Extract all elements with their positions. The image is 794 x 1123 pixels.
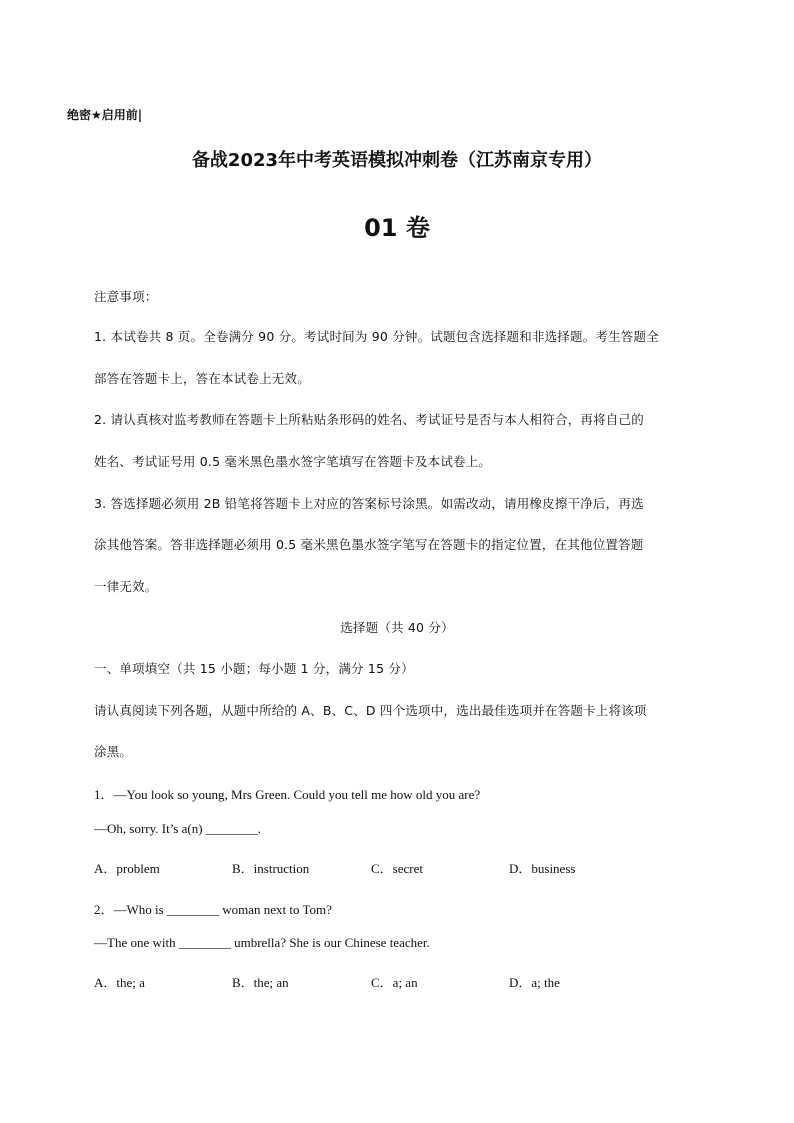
option-c: C．secret xyxy=(371,861,423,876)
option-d: D．business xyxy=(509,861,576,876)
option-b: B．the; an xyxy=(232,975,289,990)
note-line: 涂其他答案。答非选择题必须用 0.5 毫米黑色墨水签字笔写在答题卡的指定位置，在其他位置答题 xyxy=(94,537,644,552)
note-line: 姓名、考试证号用 0.5 毫米黑色墨水签字笔填写在答题卡及本试卷上。 xyxy=(94,454,492,469)
option-a: A．problem xyxy=(94,861,160,876)
note-line: 2. 请认真核对监考教师在答题卡上所粘贴条形码的姓名、考试证号是否与本人相符合，再将自己的 xyxy=(94,412,644,427)
exam-title: 备战2023年中考英语模拟冲刺卷（江苏南京专用） xyxy=(191,150,603,171)
section-title: 选择题（共 40 分） xyxy=(340,620,454,635)
instruction-line: 请认真阅读下列各题，从题中所给的 A、B、C、D 四个选项中，选出最佳选项并在答题卡上将该项 xyxy=(94,703,647,718)
notes-heading: 注意事项： xyxy=(94,289,158,304)
question-stem: 1．—You look so young, Mrs Green. Could you tell me how old you are? xyxy=(94,787,481,802)
option-d: D．a; the xyxy=(509,975,560,990)
note-line: 部答在答题卡上，答在本试卷上无效。 xyxy=(94,371,310,386)
option-c: C．a; an xyxy=(371,975,418,990)
note-line: 3. 答选择题必须用 2B 铅笔将答题卡上对应的答案标号涂黑。如需改动，请用橡皮擦干净后，再选 xyxy=(94,496,644,511)
part-heading: 一、单项填空（共 15 小题；每小题 1 分，满分 15 分） xyxy=(94,661,414,676)
question-stem: —Oh, sorry. It’s a(n) ________. xyxy=(94,821,262,836)
question-stem: —The one with ________ umbrella? She is our Chinese teacher. xyxy=(94,935,430,950)
volume-number: 01 卷 xyxy=(364,214,430,242)
instruction-line: 涂黑。 xyxy=(94,744,133,759)
note-line: 1. 本试卷共 8 页。全卷满分 90 分。考试时间为 90 分钟。试题包含选择题和非选择题。考生答题全 xyxy=(94,329,659,344)
option-a: A．the; a xyxy=(94,975,145,990)
confidential-label: 绝密★启用前| xyxy=(67,108,143,122)
question-stem: 2．—Who is ________ woman next to Tom? xyxy=(94,902,332,917)
option-b: B．instruction xyxy=(232,861,310,876)
note-line: 一律无效。 xyxy=(94,579,158,594)
